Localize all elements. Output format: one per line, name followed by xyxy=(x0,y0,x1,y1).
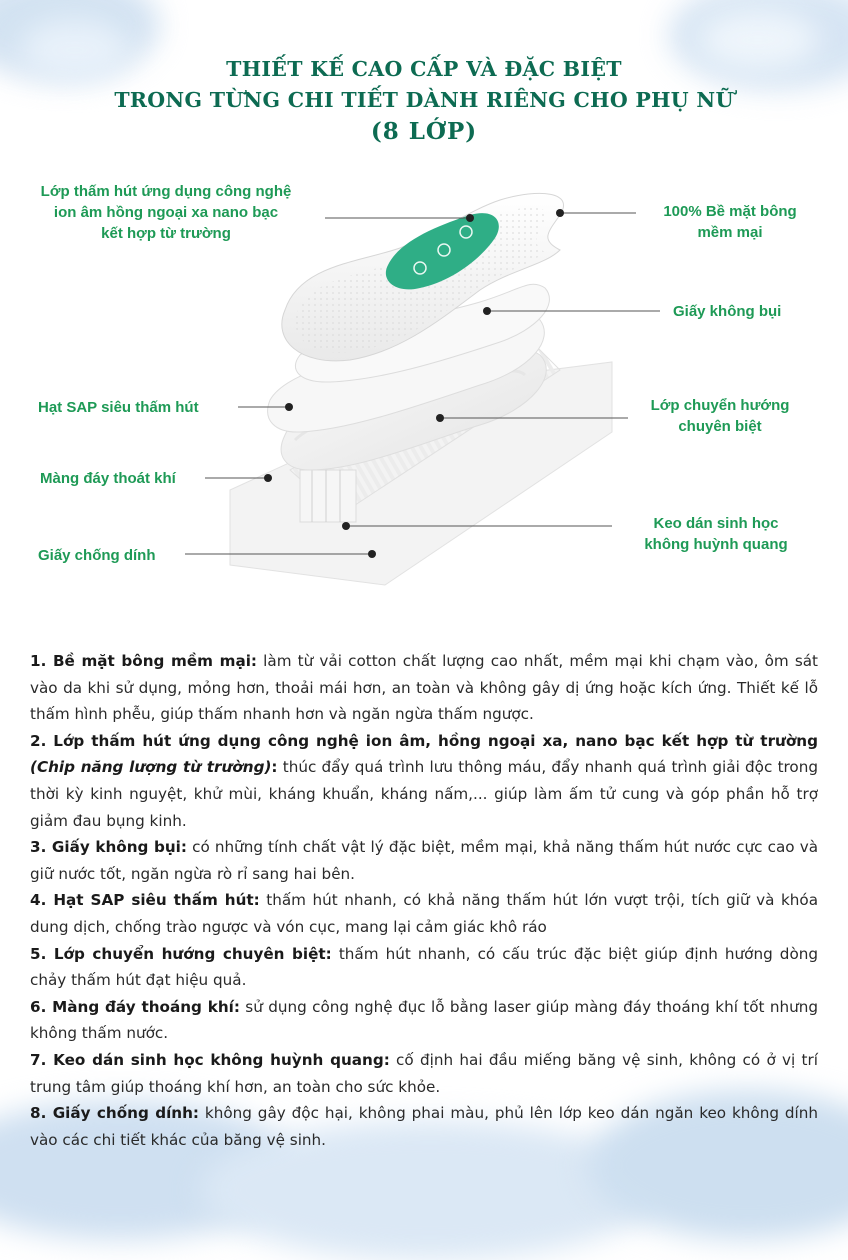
description-item: 1. Bề mặt bông mềm mại: làm từ vải cotton chất lượng cao nhất, mềm mại khi chạm vào, ôm sát vào da khi sử dụng, mỏng hơn, thoải mái hơn, an toàn và không gây dị ứng hoặc kích ứng. Thiết kế lỗ thấm hình phễu, giúp thấm nhanh hơn và ngăn ngừa thấm ngược. xyxy=(30,652,818,724)
title-line-1: THIẾT KẾ CAO CẤP VÀ ĐẶC BIỆT xyxy=(226,57,622,81)
description-item: 7. Keo dán sinh học không huỳnh quang: cố định hai đầu miếng băng vệ sinh, không có ở vị trí trung tâm giúp thoáng khí hơn, an toàn cho sức khỏe. xyxy=(30,1050,818,1096)
description-item: 4. Hạt SAP siêu thấm hút: thấm hút nhanh, có khả năng thấm hút lớn vượt trội, tích giữ và khóa dung dịch, chống trào ngược và vón cục, mang lại cảm giác khô ráo xyxy=(30,891,819,936)
label-breathable-film: Màng đáy thoát khí xyxy=(40,470,176,487)
page-title xyxy=(0,54,848,147)
layer-descriptions xyxy=(30,648,818,1153)
description-item: 5. Lớp chuyển hướng chuyên biệt: thấm hút nhanh, có cấu trúc đặc biệt giúp định hướng dòng chảy thấm hút đạt hiệu quả. xyxy=(30,944,818,990)
description-item: 2. Lớp thấm hút ứng dụng công nghệ ion âm, hồng ngoại xa, nano bạc kết hợp từ trường (Chip năng lượng từ trường): thúc đẩy quá trình lưu thông máu, đẩy nhanh quá trình giải độc trong thời kỳ kinh nguyệt, khử mùi, kháng khuẩn, kháng nấm,... giúp làm ấm tử cung và góp phần hỗ trợ giảm đau bụng kinh. xyxy=(30,731,818,830)
title-line-2: TRONG TỪNG CHI TIẾT DÀNH RIÊNG CHO PHỤ NỮ xyxy=(114,88,734,112)
label-release-paper: Giấy chống dính xyxy=(38,547,156,564)
description-item: 6. Màng đáy thoáng khí: sử dụng công nghệ đục lỗ bằng laser giúp màng đáy thoáng khí tốt nhưng không thấm nước. xyxy=(30,997,819,1043)
description-item: 3. Giấy không bụi: có những tính chất vật lý đặc biệt, mềm mại, khả năng thấm hút nước cực cao và giữ nước tốt, ngăn ngừa rò rỉ sang hai bên. xyxy=(30,838,818,883)
label-far-infrared-layer: Lớp thấm hút ứng dụng công nghệ ion âm hồng ngoại xa nano bạc kết hợp từ trường xyxy=(40,183,292,242)
description-item: 8. Giấy chống dính: không gây độc hại, không phai màu, phủ lên lớp keo dán ngăn keo không dính vào các chi tiết khác của băng vệ sinh. xyxy=(30,1104,818,1149)
label-dust-free-paper: Giấy không bụi xyxy=(673,303,782,320)
label-diversion-layer: Lớp chuyển hướng chuyên biệt xyxy=(650,397,790,435)
label-adhesive: Keo dán sinh học không huỳnh quang xyxy=(644,515,788,553)
label-sap: Hạt SAP siêu thấm hút xyxy=(38,399,199,416)
label-cotton-surface: 100% Bề mặt bông mềm mại xyxy=(663,203,797,241)
title-line-3: (8 LỚP) xyxy=(370,118,478,145)
